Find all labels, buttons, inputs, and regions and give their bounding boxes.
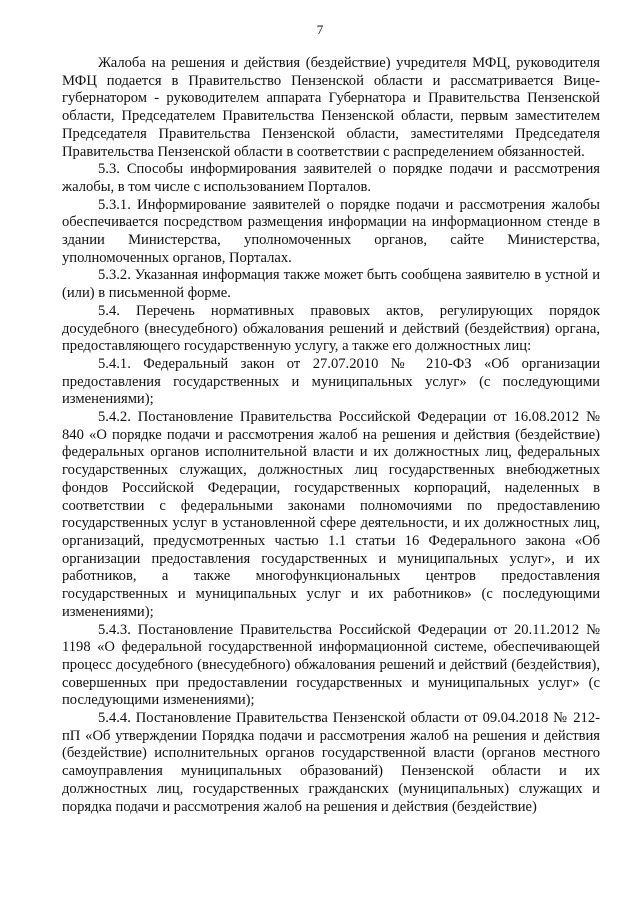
paragraph-5-4-4: 5.4.4. Постановление Правительства Пензенской области от 09.04.2018 № 212-пП «Об утверждении Порядка подачи и рассмотрения жалоб на решения и действия (бездействие) исполнительных органов государственной власти (органов местного самоуправления муниципальных образований) Пензенской области и их должностных лиц, государственных гражданских (муниципальных) служащих и порядка подачи и рассмотрения жалоб на решения и действия (бездействие)	[62, 710, 600, 815]
paragraph-5-4-1: 5.4.1. Федеральный закон от 27.07.2010 № 210-ФЗ «Об организации предоставления государственных и муниципальных услуг» (с последующими изменениями);	[62, 355, 600, 408]
paragraph-5-4-3: 5.4.3. Постановление Правительства Российской Федерации от 20.11.2012 № 1198 «О федеральной государственной информационной системе, обеспечивающей процесс досудебного (внесудебного) обжалования решений и действий (бездействия), совершенных при предоставлении государственных и муниципальных услуг» (с последующими изменениями);	[62, 621, 600, 709]
paragraph-complaint-mfc-founder: Жалоба на решения и действия (бездействие) учредителя МФЦ, руководителя МФЦ подается в Правительство Пензенской области и рассматривается Вице-губернатором - руководителем аппарата Губернатора и Правительства Пензенской области, Председателем Правительства Пензенской области, первым заместителем Председателя Правительства Пензенской области, заместителями Председателя Правительства Пензенской области в соответствии с распределением обязанностей.	[62, 55, 600, 160]
paragraph-5-4: 5.4. Перечень нормативных правовых актов, регулирующих порядок досудебного (внесудебного) обжалования решений и действий (бездействия) органа, предоставляющего государственную услугу, а также его должностных лиц:	[62, 302, 600, 355]
page-number: 7	[316, 22, 324, 37]
paragraph-5-4-2: 5.4.2. Постановление Правительства Российской Федерации от 16.08.2012 № 840 «О порядке подачи и рассмотрения жалоб на решения и действия (бездействие) федеральных органов исполнительной власти и их должностных лиц, федеральных государственных служащих, должностных лиц государственных внебюджетных фондов Российской Федерации, государственных корпораций, наделенных в соответствии с федеральными законами полномочиями по предоставлению государственных услуг в установленной сфере деятельности, и их должностных лиц, организаций, предусмотренных частью 1.1 статьи 16 Федерального закона «Об организации предоставления государственных и муниципальных услуг», и их работников, а также многофункциональных центров предоставления государственных и муниципальных услуг и их работников» (с последующими изменениями);	[62, 409, 600, 620]
paragraph-5-3-2: 5.3.2. Указанная информация также может быть сообщена заявителю в устной и (или) в письменной форме.	[62, 267, 600, 302]
paragraph-5-3: 5.3. Способы информирования заявителей о порядке подачи и рассмотрения жалобы, в том числе с использованием Порталов.	[62, 161, 600, 195]
paragraph-5-3-1: 5.3.1. Информирование заявителей о порядке подачи и рассмотрения жалобы обеспечивается посредством размещения информации на информационном стенде в здании Министерства, уполномоченных органов, сайте Министерства, уполномоченных органов, Порталах.	[62, 196, 600, 266]
document-body	[62, 55, 600, 816]
